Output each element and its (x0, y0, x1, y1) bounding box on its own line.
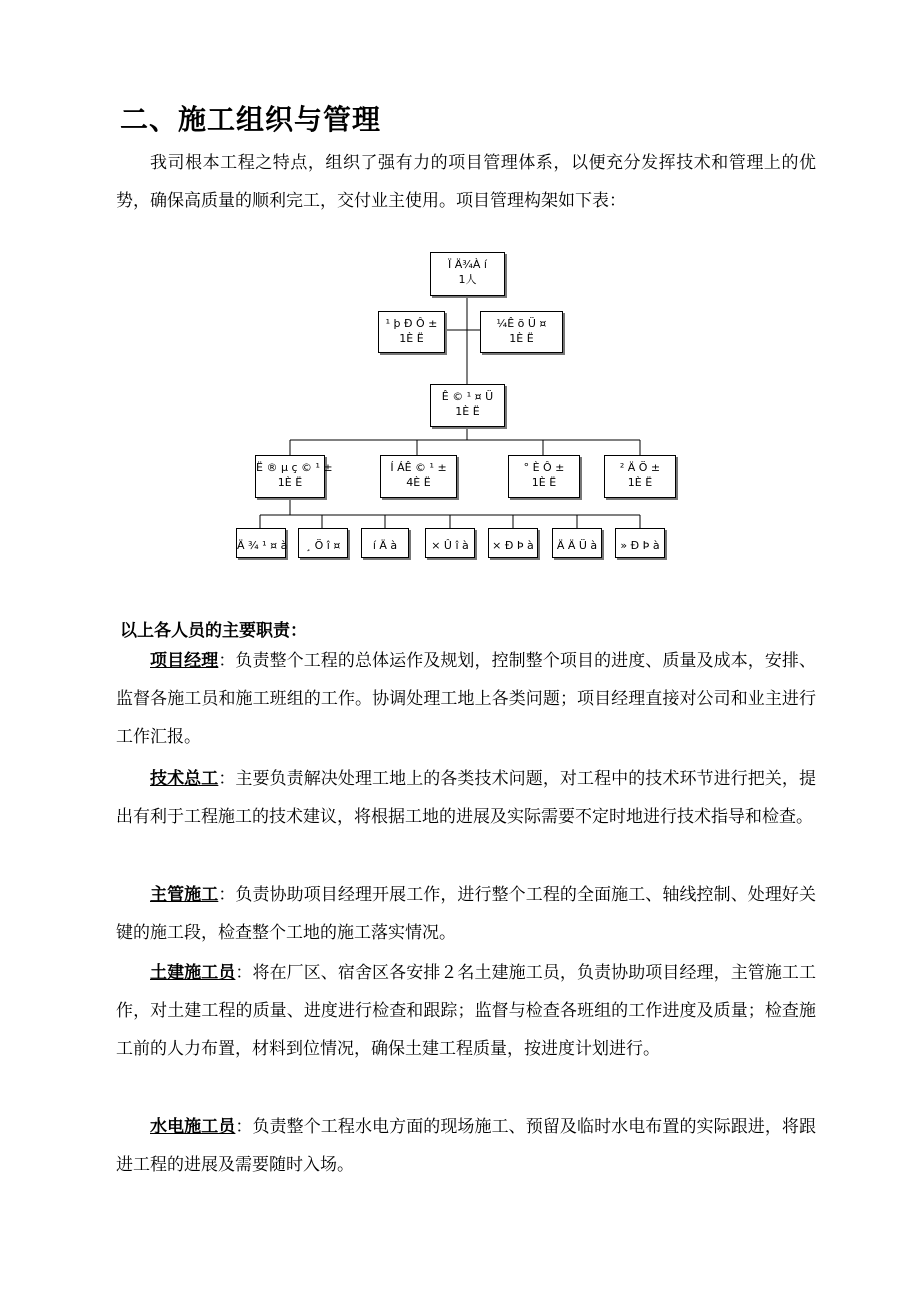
duty-item (116, 1108, 816, 1184)
org-node-manager: Ê © ¹ ¤ Ü 1È Ë (430, 384, 505, 427)
org-node-staff-2: Í ÁÊ © ¹ ± 4È Ë (380, 455, 457, 498)
duty-item (116, 954, 816, 1068)
intro-paragraph: 我司根本工程之特点，组织了强有力的项目管理体系，以便充分发挥技术和管理上的优势，确保高质量的顺利完工，交付业主使用。项目管理构架如下表： (116, 153, 816, 211)
duty-text: ：负责协助项目经理开展工作，进行整个工程的全面施工、轴线控制、处理好关键的施工段，检查整个工地的施工落实情况。 (116, 885, 817, 943)
org-node-team-7: » Ð Þ à (615, 528, 665, 558)
duty-item (116, 642, 816, 756)
duty-role: 主管施工 (150, 885, 219, 905)
org-node-team-3: í Ä à (361, 528, 409, 558)
org-node-staff-1: Ë ® µ ç © ¹ ± 1È Ë (255, 455, 325, 498)
org-node-team-1: Ä ¾ ¹ ¤ à (236, 528, 286, 558)
org-node-team-4: × Û î à (425, 528, 475, 558)
duty-text: ：负责整个工程水电方面的现场施工、预留及临时水电布置的实际跟进，将跟进工程的进展及需要随时入场。 (116, 1117, 817, 1175)
duty-item (116, 760, 816, 836)
org-node-team-2: ¸ Ö î ¤ (298, 528, 348, 558)
org-node-team-5: × Ð Þ à (488, 528, 538, 558)
duty-role: 项目经理 (150, 651, 219, 671)
section-heading: 二、施工组织与管理 (120, 103, 382, 136)
org-node-top: Ï Ä¾À í 1人 (430, 252, 505, 296)
duty-role: 水电施工员 (150, 1117, 236, 1137)
org-node-staff-3: ° È Ô ± 1È Ë (508, 455, 580, 498)
org-node-staff-4: ² Ä Ö ± 1È Ë (604, 455, 676, 498)
duty-text: ：负责整个工程的总体运作及规划，控制整个项目的进度、质量及成本，安排、监督各施工员和施工班组的工作。协调处理工地上各类问题；项目经理直接对公司和业主进行工作汇报。 (116, 651, 817, 747)
duty-item (116, 876, 816, 952)
org-node-team-6: Ä Ä Ü à (552, 528, 602, 558)
duty-text: ：将在厂区、宿舍区各安排２名土建施工员，负责协助项目经理，主管施工工作，对土建工程的质量、进度进行检查和跟踪；监督与检查各班组的工作进度及质量；检查施工前的人力布置，材料到位情况，确保土建工程质量，按进度计划进行。 (116, 963, 817, 1059)
duty-role: 土建施工员 (150, 963, 236, 983)
duty-role: 技术总工 (150, 769, 219, 789)
duties-title: 以上各人员的主要职责： (120, 621, 307, 641)
duty-text: ：主要负责解决处理工地上的各类技术问题，对工程中的技术环节进行把关，提出有利于工程施工的技术建议，将根据工地的进展及实际需要不定时地进行技术指导和检查。 (116, 769, 817, 827)
org-node-advisor-left: ¹ þ Ð Ô ± 1È Ë (378, 311, 445, 353)
org-node-advisor-right: ¼Ê õ Ü ¤ 1È Ë (480, 311, 563, 353)
